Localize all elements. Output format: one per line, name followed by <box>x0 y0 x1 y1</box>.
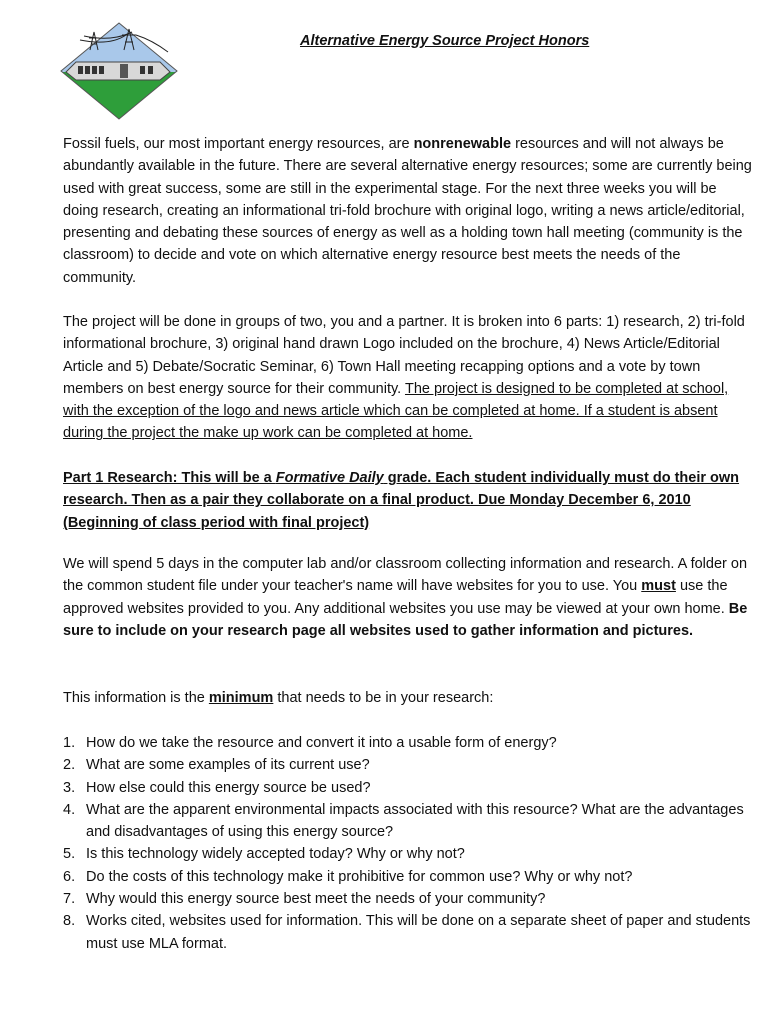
list-item: 4. What are the apparent environmental impacts associated with this resource? What are the advantages and disadvantages of using this energy source? <box>63 801 744 841</box>
project-paragraph: The project will be done in groups of two, you and a partner. It is broken into 6 parts: 1) research, 2) tri-fold informational brochure, 3) original hand drawn Logo included on the brochure, 4) News Article/Editorial Article and 5) Debate/Socratic Seminar, 6) Town Hall meeting recapping options and a vote by town members on best energy source for their community. The project is designed to be completed at school, with the exception of the logo and news article which can be completed at home. If a student is absent during the project the make up work can be completed at home. <box>63 314 745 442</box>
project-note-underlined: The project is designed to be completed at school, with the exception of the logo and news article which can be completed at home. If a student is absent during the project the make up work can be completed at home. <box>63 380 729 442</box>
power-plant-building-icon <box>66 62 170 80</box>
list-item: 1. How do we take the resource and convert it into a usable form of energy? <box>63 735 557 751</box>
page-title: Alternative Energy Source Project Honors <box>300 33 590 49</box>
list-item: 6. Do the costs of this technology make it prohibitive for common use? Why or why not? <box>63 868 633 885</box>
minimum-paragraph: This information is the minimum that needs to be in your research: <box>63 690 494 706</box>
part1-heading: Part 1 Research: This will be a Formative Daily grade. Each student individually must do their own research. Then as a pair they collaborate on a final product. Due Monday December 6, 2010 (Beginning of class period with final project) <box>63 470 740 531</box>
lab-paragraph: We will spend 5 days in the computer lab and/or classroom collecting information and research. A folder on the common student file under your teacher's name will have websites for you to use. You must use the approved websites provided to you. Any additional websites you use may be viewed at your own home. Be sure to include on your research page all websites used to gather information and pictures. <box>63 556 748 639</box>
research-questions-list <box>63 732 753 955</box>
list-item: 5. Is this technology widely accepted today? Why or why not? <box>63 846 465 863</box>
list-item: 7. Why would this energy source best meet the needs of your community? <box>63 891 546 908</box>
power-plant-logo <box>60 22 178 120</box>
intro-paragraph: Fossil fuels, our most important energy resources, are nonrenewable resources and will not always be abundantly available in the future. There are several alternative energy resources; some are currently being used with great success, some are still in the experimental stage. For the next three weeks you will be doing research, creating an informational tri-fold brochure with original logo, writing a news article/editorial, presenting and debating these sources of energy as well as a holding town hall meeting (community is the classroom) to decide and vote on which alternative energy resource best meets the needs of the community. <box>63 136 752 286</box>
list-item: 8. Works cited, websites used for information. This will be done on a separate sheet of paper and students must use MLA format. <box>63 913 751 952</box>
list-item: 3. How else could this energy source be used? <box>63 779 371 796</box>
list-item: 2. What are some examples of its current use? <box>63 757 370 774</box>
